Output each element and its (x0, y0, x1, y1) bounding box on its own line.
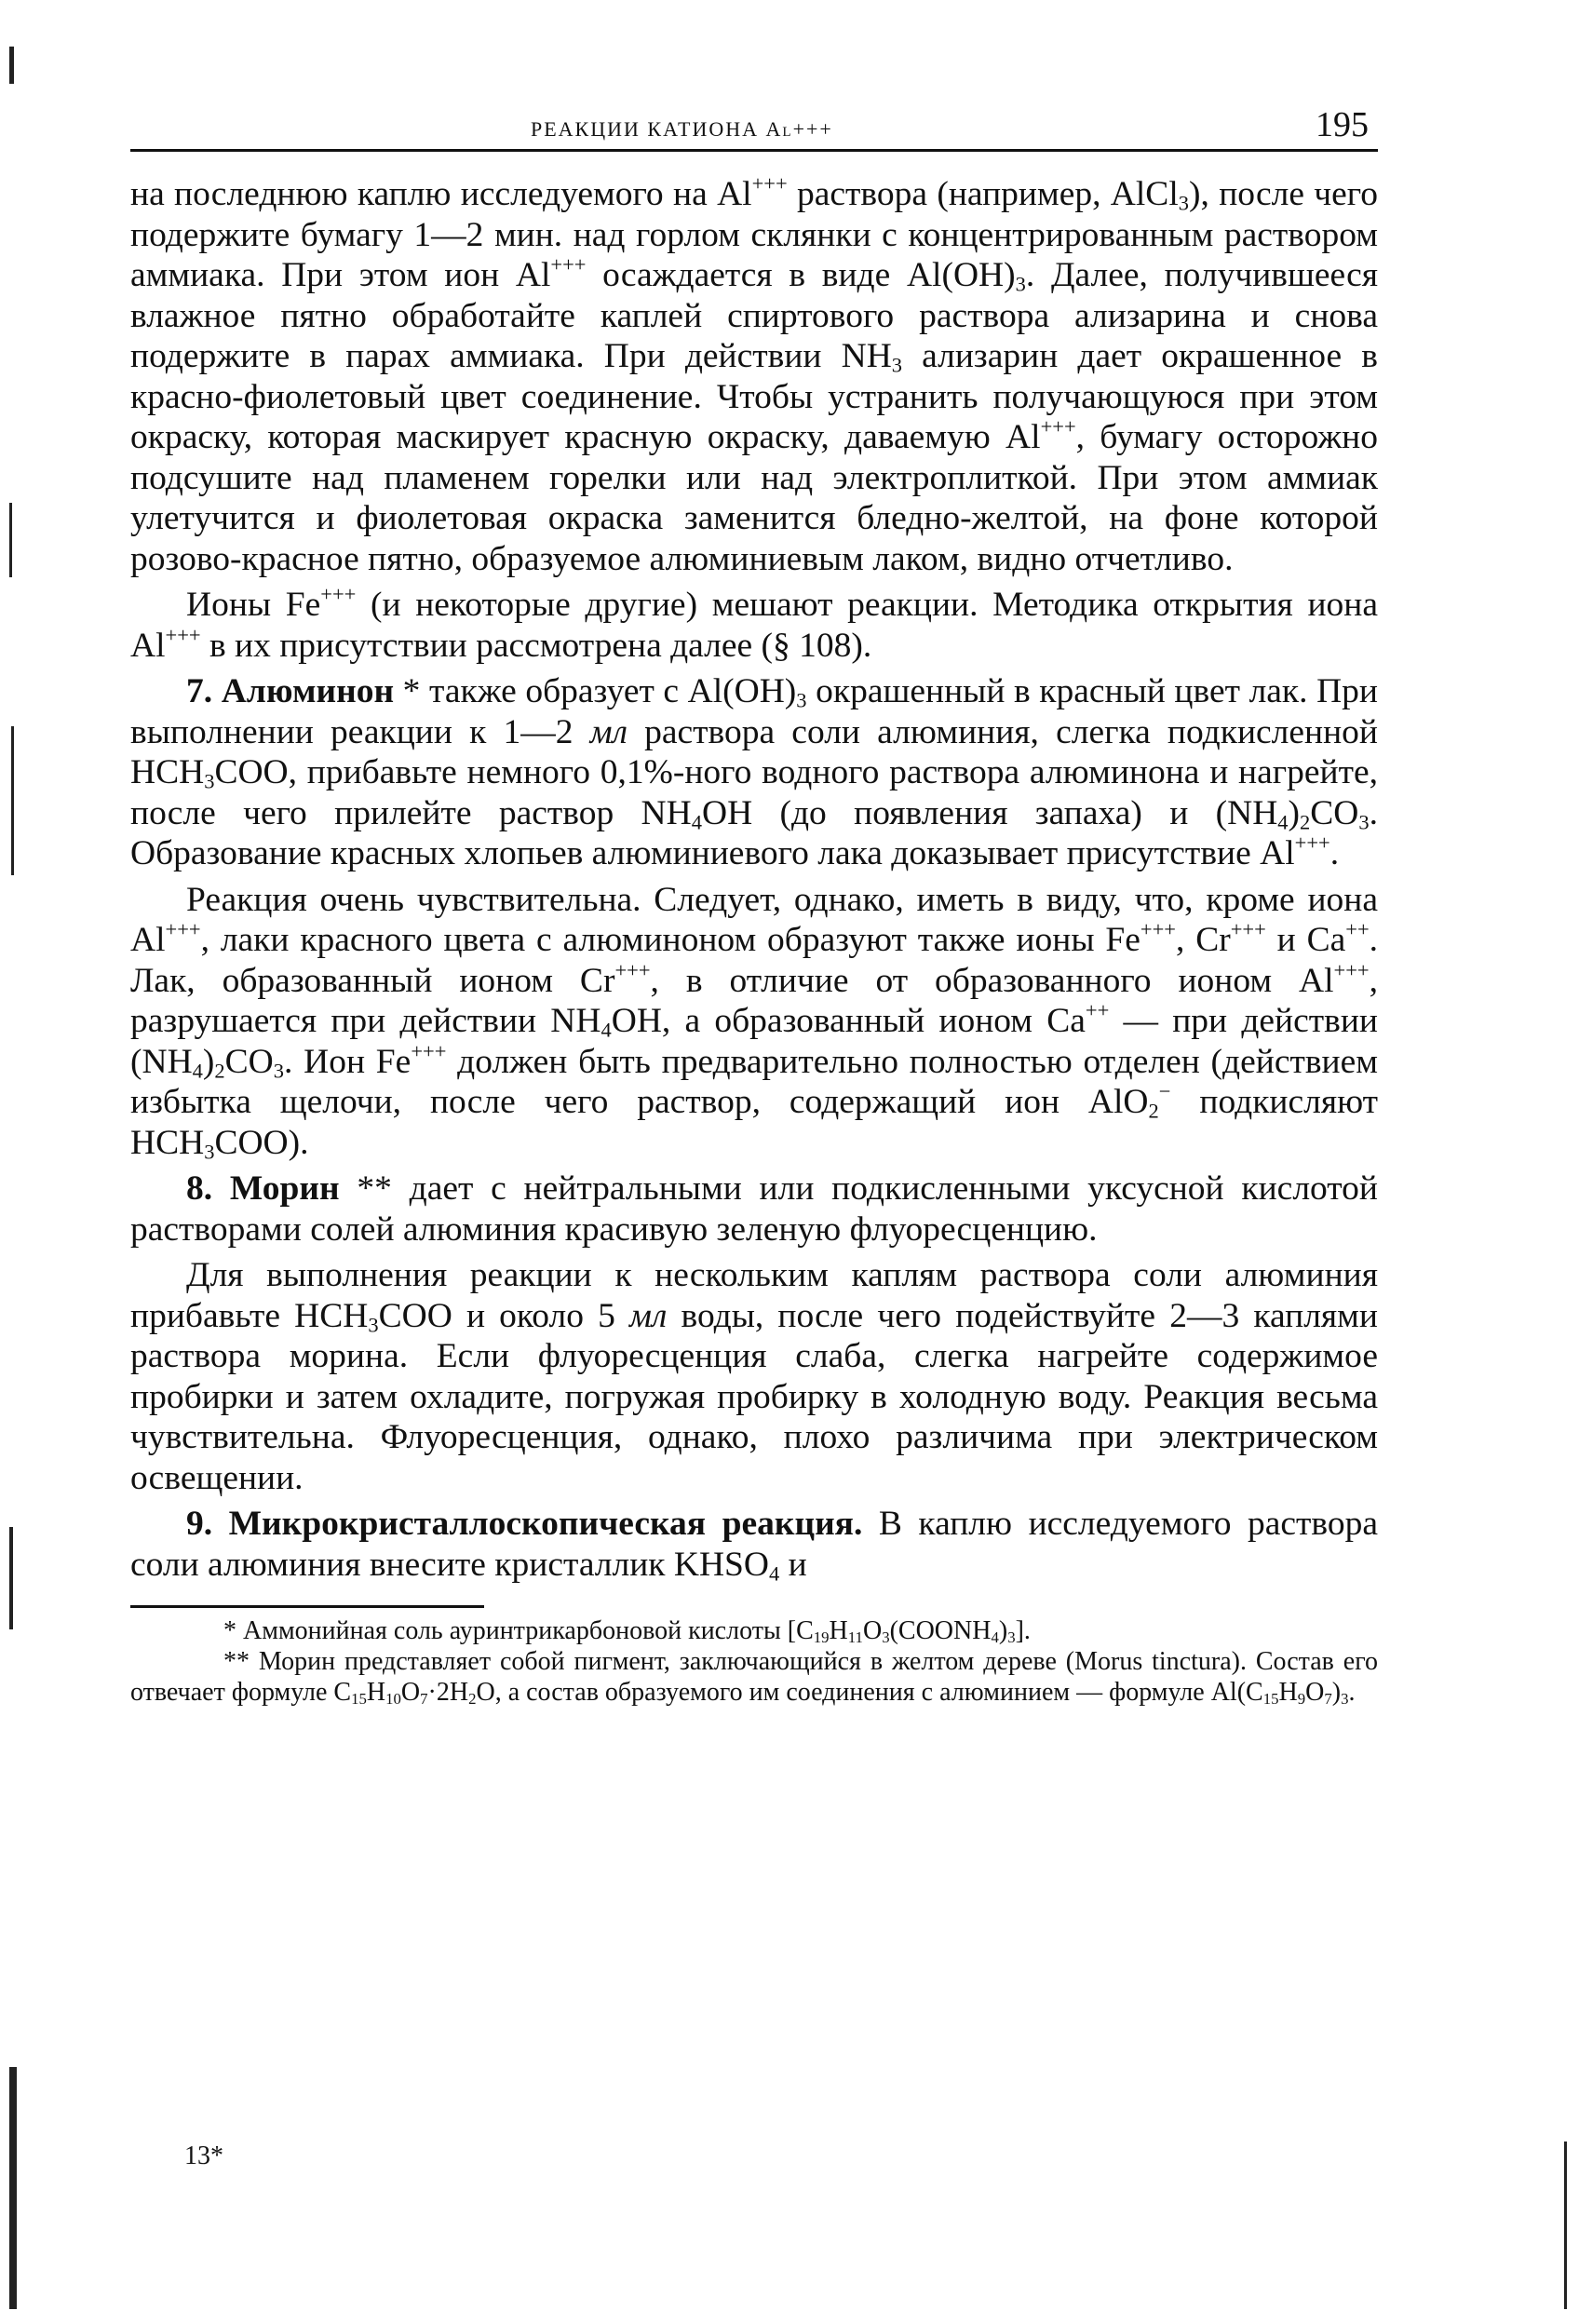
paragraph: Реакция очень чувствительна. Следует, однако, иметь в виду, что, кроме иона Al+++, лаки красного цвета с алюминоном образуют также ионы Fe+++, Cr+++ и Ca++. Лак, образованный ионом Cr+++, в отличие от образованного ионом Al+++, разрушается при действии $NH_4OH$, а образованный ионом Ca++ — при действии $(NH_4)_2CO_3$. Ион Fe+++ должен быть предварительно полностью отделен (действием избытка щелочи, после чего раствор, содержащий ион AlO$_2$− подкисляют $HCH_3COO$). (130, 880, 1379, 1164)
scan-edge-mark (1564, 2142, 1567, 2309)
page-number: 195 (1316, 105, 1369, 144)
scan-edge-mark (11, 726, 14, 875)
paragraph: Ионы Fe+++ (и некоторые другие) мешают реакции. Методика открытия иона Al+++ в их присутствии рассмотрена далее (§ 108). (130, 582, 1378, 665)
paragraph: на последнюю каплю исследуемого на Al+++ раствора (например, AlCl$_3$), после чего подержите бумагу 1—2 мин. над горлом склянки с концентрированным раствором аммиака. При этом ион Al+++ осаждается в виде $Al(OH)_3$. Далее, получившееся влажное пятно обработайте каплей спиртового раствора ализарина и снова подержите в парах аммиака. При действии $NH_3$ ализарин дает окрашенное в красно-фиолетовый цвет соединение. Чтобы устранить получающуюся при этом окраску, которая маскирует красную окраску, даваемую Al+++, бумагу осторожно подсушите над пламенем горелки или над электроплиткой. При этом аммиак улетучится и фиолетовая окраска заменится бледно-желтой, на фоне которой розово-красное пятно, образуемое алюминиевым лаком, видно отчетливо. (130, 171, 1379, 578)
paragraph-microcrystalloscopic: 9. Микрокристаллоскопическая реакция. В каплю исследуемого раствора соли алюминия внесите кристаллик $KHSO_4$ и (130, 1505, 1378, 1586)
scan-edge-mark (9, 503, 12, 577)
footnotes (130, 1615, 1378, 1708)
body-text (130, 171, 1379, 1586)
running-header (130, 93, 1378, 152)
paragraph: Для выполнения реакции к нескольким каплям раствора соли алюминия прибавьте $HCH_3COO$ и около 5 мл воды, после чего подействуйте 2—3 каплями раствора морина. Если флуоресценция слаба, слегка нагрейте содержимое пробирки и затем охладите, погружая пробирку в холодную воду. Реакция весьма чувствительна. Флуоресценция, однако, плохо различима при электрическом освещении. (130, 1256, 1378, 1497)
paragraph-aluminon: 7. Алюминон * также образует с $Al(OH)_3$ окрашенный в красный цвет лак. При выполнении реакции к 1—2 мл раствора соли алюминия, слегка подкисленной $HCH_3COO$, прибавьте немного 0,1%-ного водного раствора алюминона и нагрейте, после чего прилейте раствор $NH_4OH$ (до появления запаха) и $(NH_4)_2CO_3$. Образование красных хлопьев алюминиевого лака доказывает присутствие Al+++. (130, 672, 1379, 872)
scan-edge-mark (9, 2067, 17, 2309)
running-title: РЕАКЦИИ КАТИОНА Al+++ (531, 117, 833, 141)
book-page (130, 93, 1378, 1708)
paragraph-morin: 8. Морин ** дает с нейтральными или подкисленными уксусной кислотой растворами солей алюминия красивую зеленую флуоресценцию. (130, 1169, 1379, 1249)
footnote-divider (130, 1605, 484, 1608)
footnote: * Аммонийная соль ауринтрикарбоновой кислоты $[C_{19}H_{11}O_3(COONH_4)_3]$. (223, 1616, 1031, 1647)
scan-edge-mark (9, 1527, 13, 1629)
printer-signature: 13* (184, 2142, 223, 2170)
scan-edge-mark (9, 47, 14, 84)
footnote: ** Морин представляет собой пигмент, заключающийся в желтом дереве (Morus tinctura). Состав его отвечает формуле $C_{15}H_{10}O_7\cdot 2H_2O$, а состав образуемого им соединения с алюминием — формуле $Al(C_{15}H_9O_7)_3$. (130, 1647, 1378, 1709)
